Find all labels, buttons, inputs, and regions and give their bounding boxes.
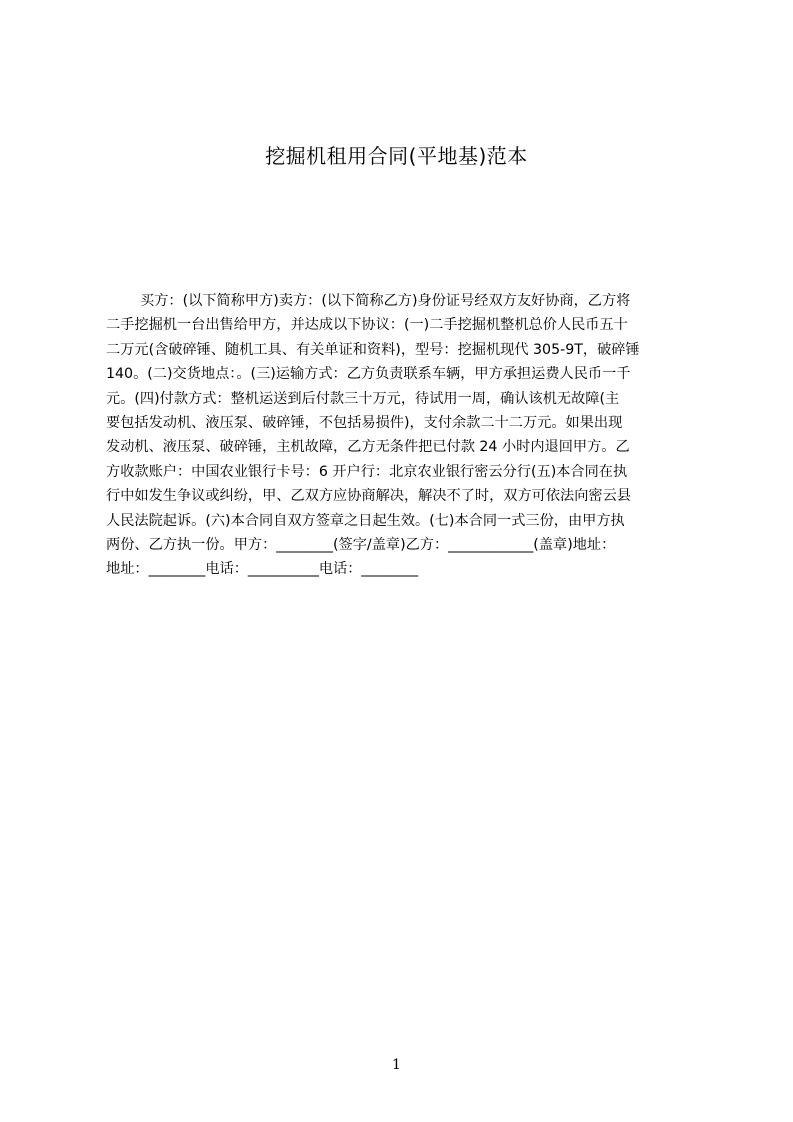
body-line-7: 发动机、液压泵、破碎锤，主机故障，乙方无条件把已付款 24 小时内退回甲方。乙 [106,439,630,456]
body-line-3: 二万元(含破碎锤、随机工具、有关单证和资料)，型号：挖掘机现代 305-9T，破碎锤 [106,341,640,358]
body-line-10: 人民法院起诉。(六)本合同自双方签章之日起生效。(七)本合同一式三份，由甲方执 [106,512,625,529]
body-line-5: 元。(四)付款方式：整机运送到后付款三十万元，待试用一周，确认该机无故障(主 [106,390,620,407]
body-line-1: 买方：(以下简称甲方)卖方：(以下简称乙方)身份证号经双方友好协商，乙方将 [140,293,631,309]
body-line-8: 方收款账户：中国农业银行卡号：6 开户行：北京农业银行密云分行(五)本合同在执 [106,463,628,480]
document-title: 挖掘机租用合同(平地基)范本 [265,144,528,168]
body-line-11: 两份、乙方执一份。甲方：________(签字/盖章)乙方：____________(盖章)地址： [106,536,616,553]
body-line-6: 要包括发动机、液压泵、破碎锤，不包括易损件)，支付余款二十二万元。如果出现 [106,414,623,431]
body-line-12: 地址：________电话：__________电话：________ [106,561,419,578]
body-line-9: 行中如发生争议或纠纷，甲、乙双方应协商解决，解决不了时，双方可依法向密云县 [106,488,631,505]
body-line-2: 二手挖掘机一台出售给甲方，并达成以下协议：(一)二手挖掘机整机总价人民币五十 [106,317,628,334]
contract-body [106,289,700,582]
body-line-4: 140。(二)交货地点：。(三)运输方式：乙方负责联系车辆，甲方承担运费人民币一千 [106,366,631,383]
page-number: 1 [392,1057,401,1073]
